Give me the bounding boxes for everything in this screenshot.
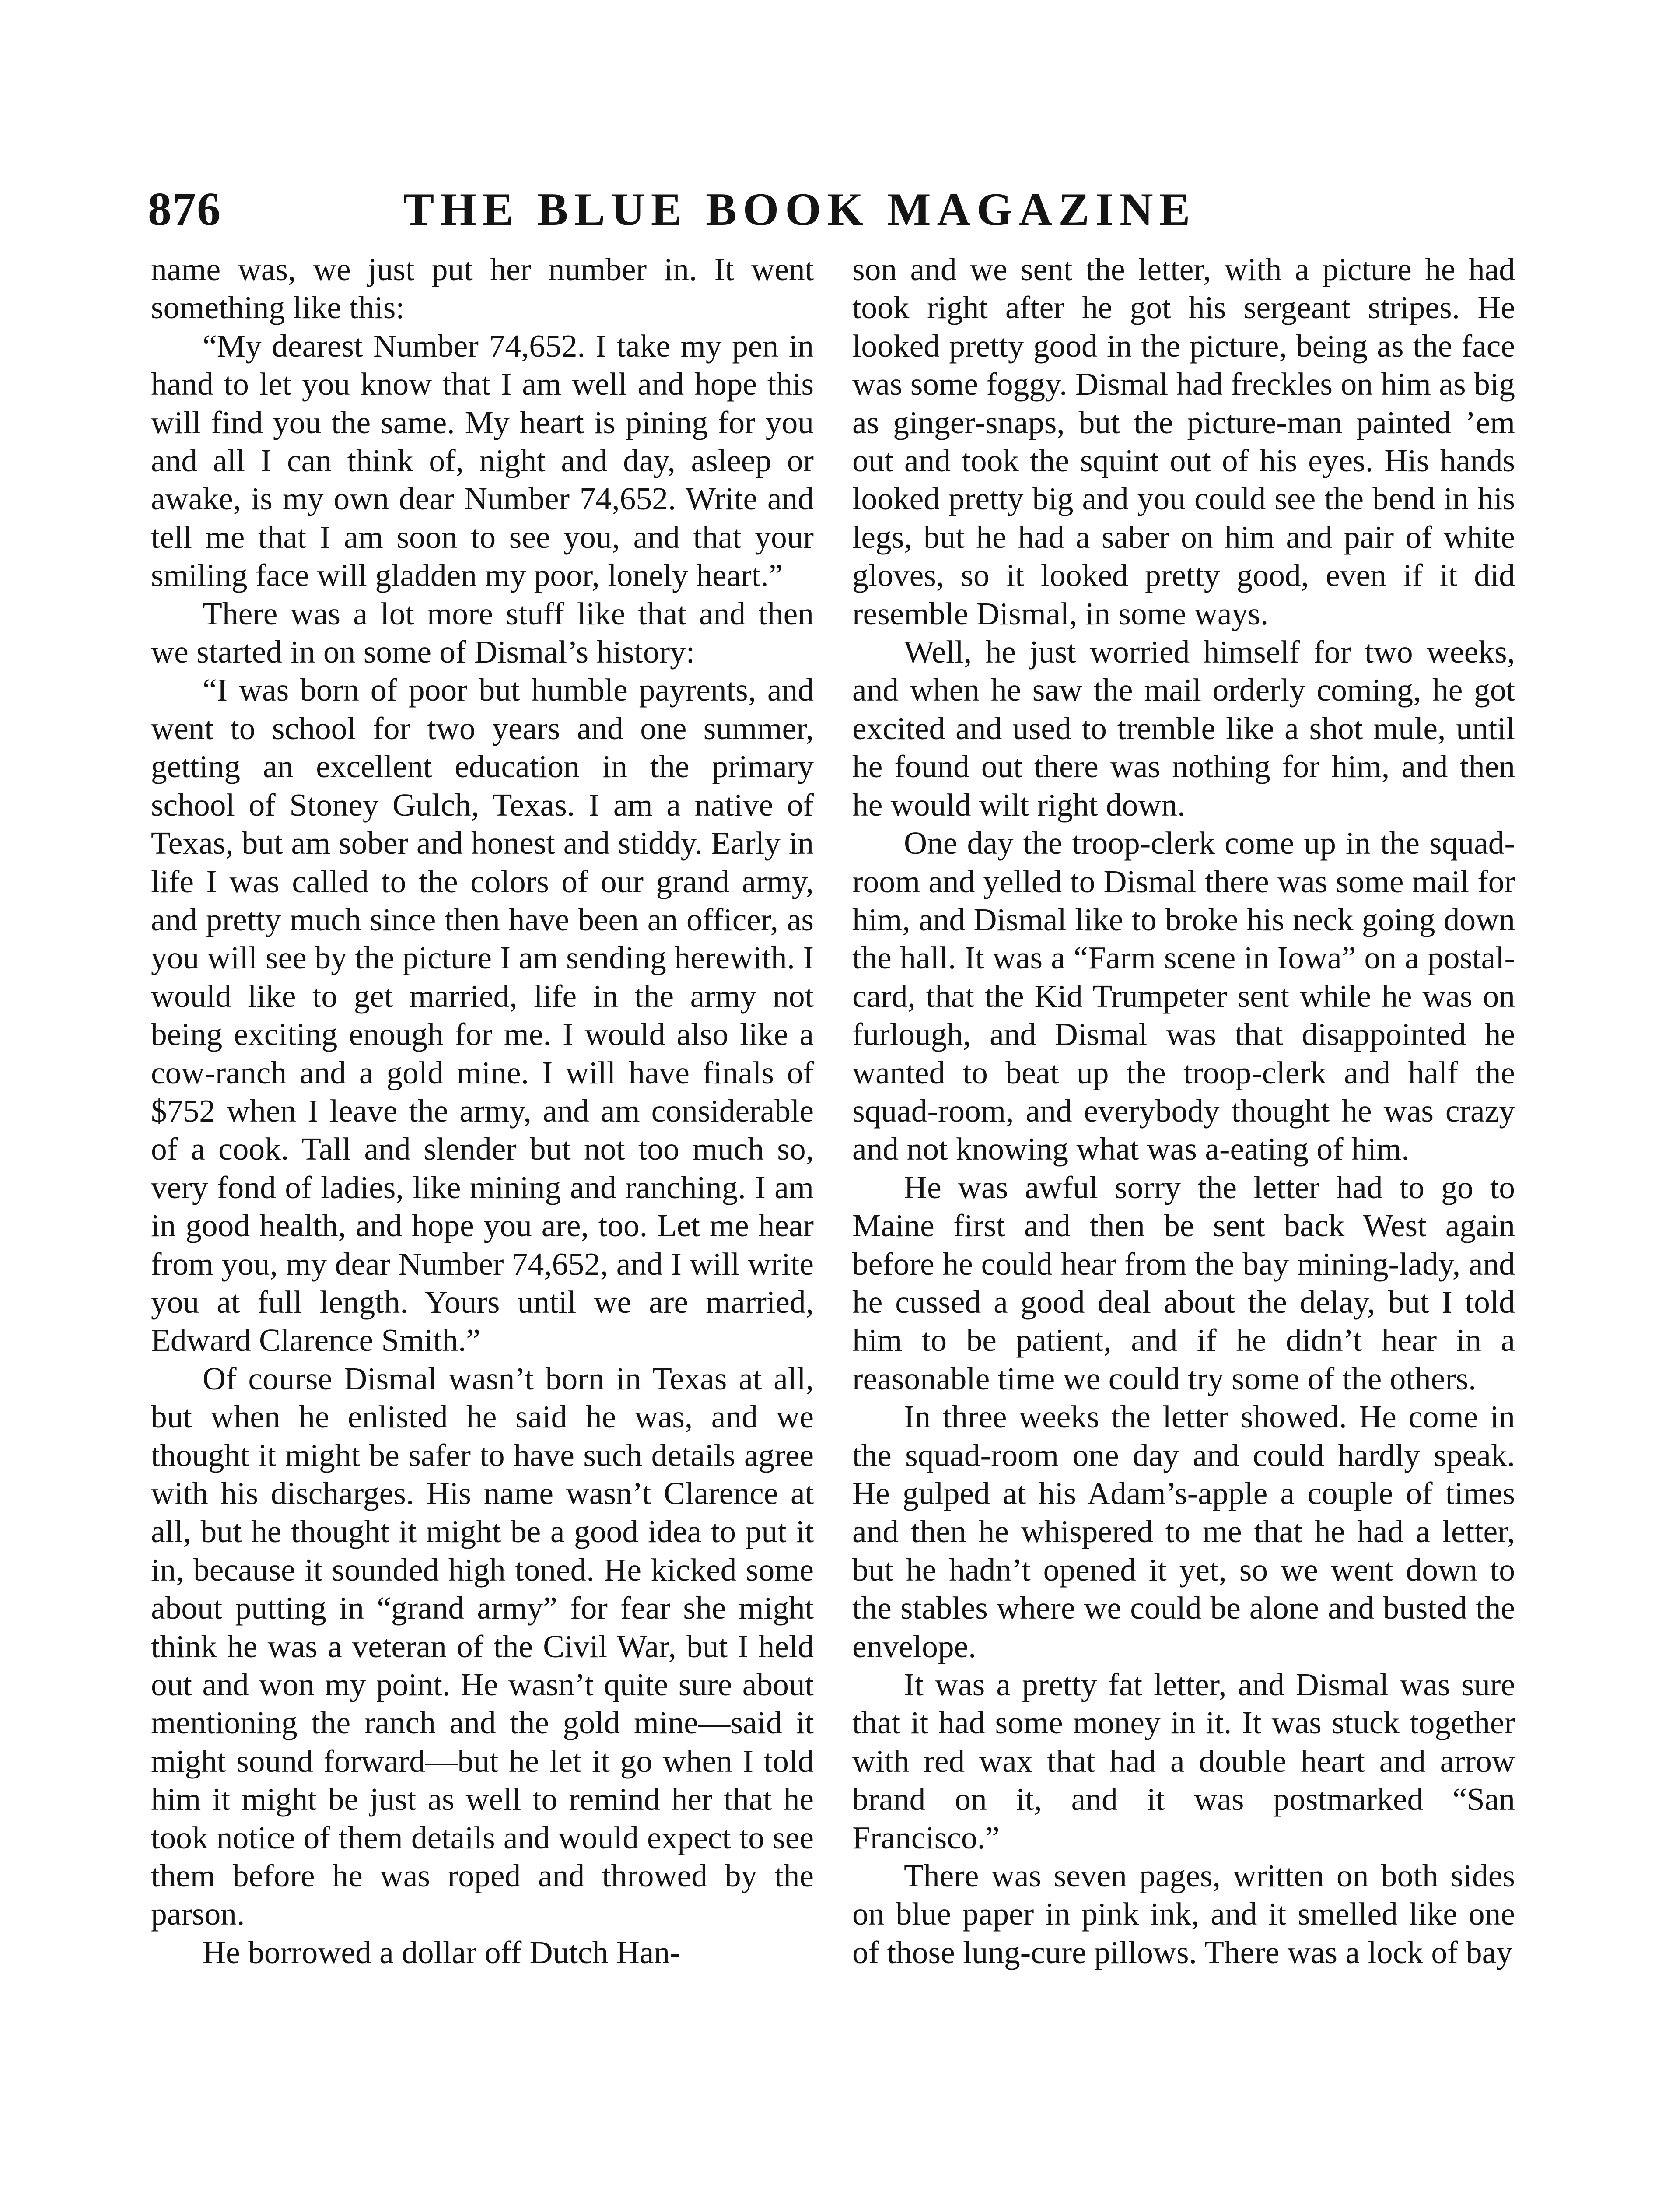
page-number: 876 [148, 183, 221, 235]
paragraph: There was a lot more stuff like that and then we started in on some of Dismal’s history: [151, 596, 814, 670]
paragraph: One day the troop-clerk come up in the squad-room and yelled to Dismal there was some mail for him, and Dismal like to broke his neck going down the hall. It was a “Farm scene in Iowa” on a postal-card, that the Kid Trumpeter sent while he was on furlough, and Dismal was that disappointed he wanted to beat up the troop-clerk and half the squad-room, and everybody thought he was crazy and not knowing what was a-eating of him. [852, 825, 1515, 1167]
paragraph: son and we sent the letter, with a picture he had took right after he got his sergeant stripes. He looked pretty good in the picture, being as the face was some foggy. Dismal had freckles on him as big as ginger-snaps, but the picture-man painted ’em out and took the squint out of his eyes. His hands looked pretty big and you could see the bend in his legs, but he had a saber on him and pair of white gloves, so it looked pretty good, even if it did resemble Dismal, in some ways. [852, 252, 1515, 631]
paragraph: There was seven pages, written on both sides on blue paper in pink ink, and it smelled like one of those lung-cure pillows. There was a lock of bay [852, 1858, 1515, 1970]
magazine-title: THE BLUE BOOK MAGAZINE [403, 184, 1197, 235]
left-column [151, 250, 814, 1971]
paragraph: In three weeks the letter showed. He come in the squad-room one day and could hardly speak. He gulped at his Adam’s-apple a couple of times and then he whispered to me that he had a letter, but he hadn’t opened it yet, so we went down to the stables where we could be alone and busted the envelope. [852, 1399, 1515, 1664]
page-header [148, 177, 1202, 242]
paragraph: He borrowed a dollar off Dutch Han- [203, 1934, 681, 1970]
paragraph: Well, he just worried himself for two weeks, and when he saw the mail orderly coming, he got excited and used to tremble like a shot mule, until he found out there was nothing for him, and then he would wilt right down. [852, 634, 1515, 823]
paragraph: “My dearest Number 74,652. I take my pen in hand to let you know that I am well and hope this will find you the same. My heart is pining for you and all I can think of, night and day, asleep or awake, is my own dear Number 74,652. Write and tell me that I am soon to see you, and that your smiling face will gladden my poor, lonely heart.” [151, 328, 814, 593]
paragraph: “I was born of poor but humble payrents, and went to school for two years and one summer, getting an excellent education in the primary school of Stoney Gulch, Texas. I am a native of Texas, but am sober and honest and stiddy. Early in life I was called to the colors of our grand army, and pretty much since then have been an officer, as you will see by the picture I am sending herewith. I would like to get married, life in the army not being exciting enough for me. I would also like a cow-ranch and a gold mine. I will have finals of $752 when I leave the army, and am considerable of a cook. Tall and slender but not too much so, very fond of ladies, like mining and ranching. I am in good health, and hope you are, too. Let me hear from you, my dear Number 74,652, and I will write you at full length. Yours until we are married, Edward Clarence Smith.” [151, 672, 814, 1358]
paragraph: It was a pretty fat letter, and Dismal was sure that it had some money in it. It was stuck together with red wax that had a double heart and arrow brand on it, and it was postmarked “San Francisco.” [852, 1667, 1515, 1855]
paragraph: He was awful sorry the letter had to go to Maine first and then be sent back West again before he could hear from the bay mining-lady, and he cussed a good deal about the delay, but I told him to be patient, and if he didn’t hear in a reasonable time we could try some of the others. [852, 1169, 1515, 1396]
paragraph: name was, we just put her number in. It went something like this: [151, 252, 814, 326]
right-column [852, 250, 1515, 1971]
paragraph: Of course Dismal wasn’t born in Texas at all, but when he enlisted he said he was, and we thought it might be safer to have such details agree with his discharges. His name wasn’t Clarence at all, but he thought it might be a good idea to put it in, because it sounded high toned. He kicked some about putting in “grand army” for fear she might think he was a veteran of the Civil War, but I held out and won my point. He wasn’t quite sure about mentioning the ranch and the gold mine—said it might sound forward—but he let it go when I told him it might be just as well to remind her that he took notice of them details and would expect to see them before he was roped and throwed by the parson. [151, 1360, 814, 1932]
